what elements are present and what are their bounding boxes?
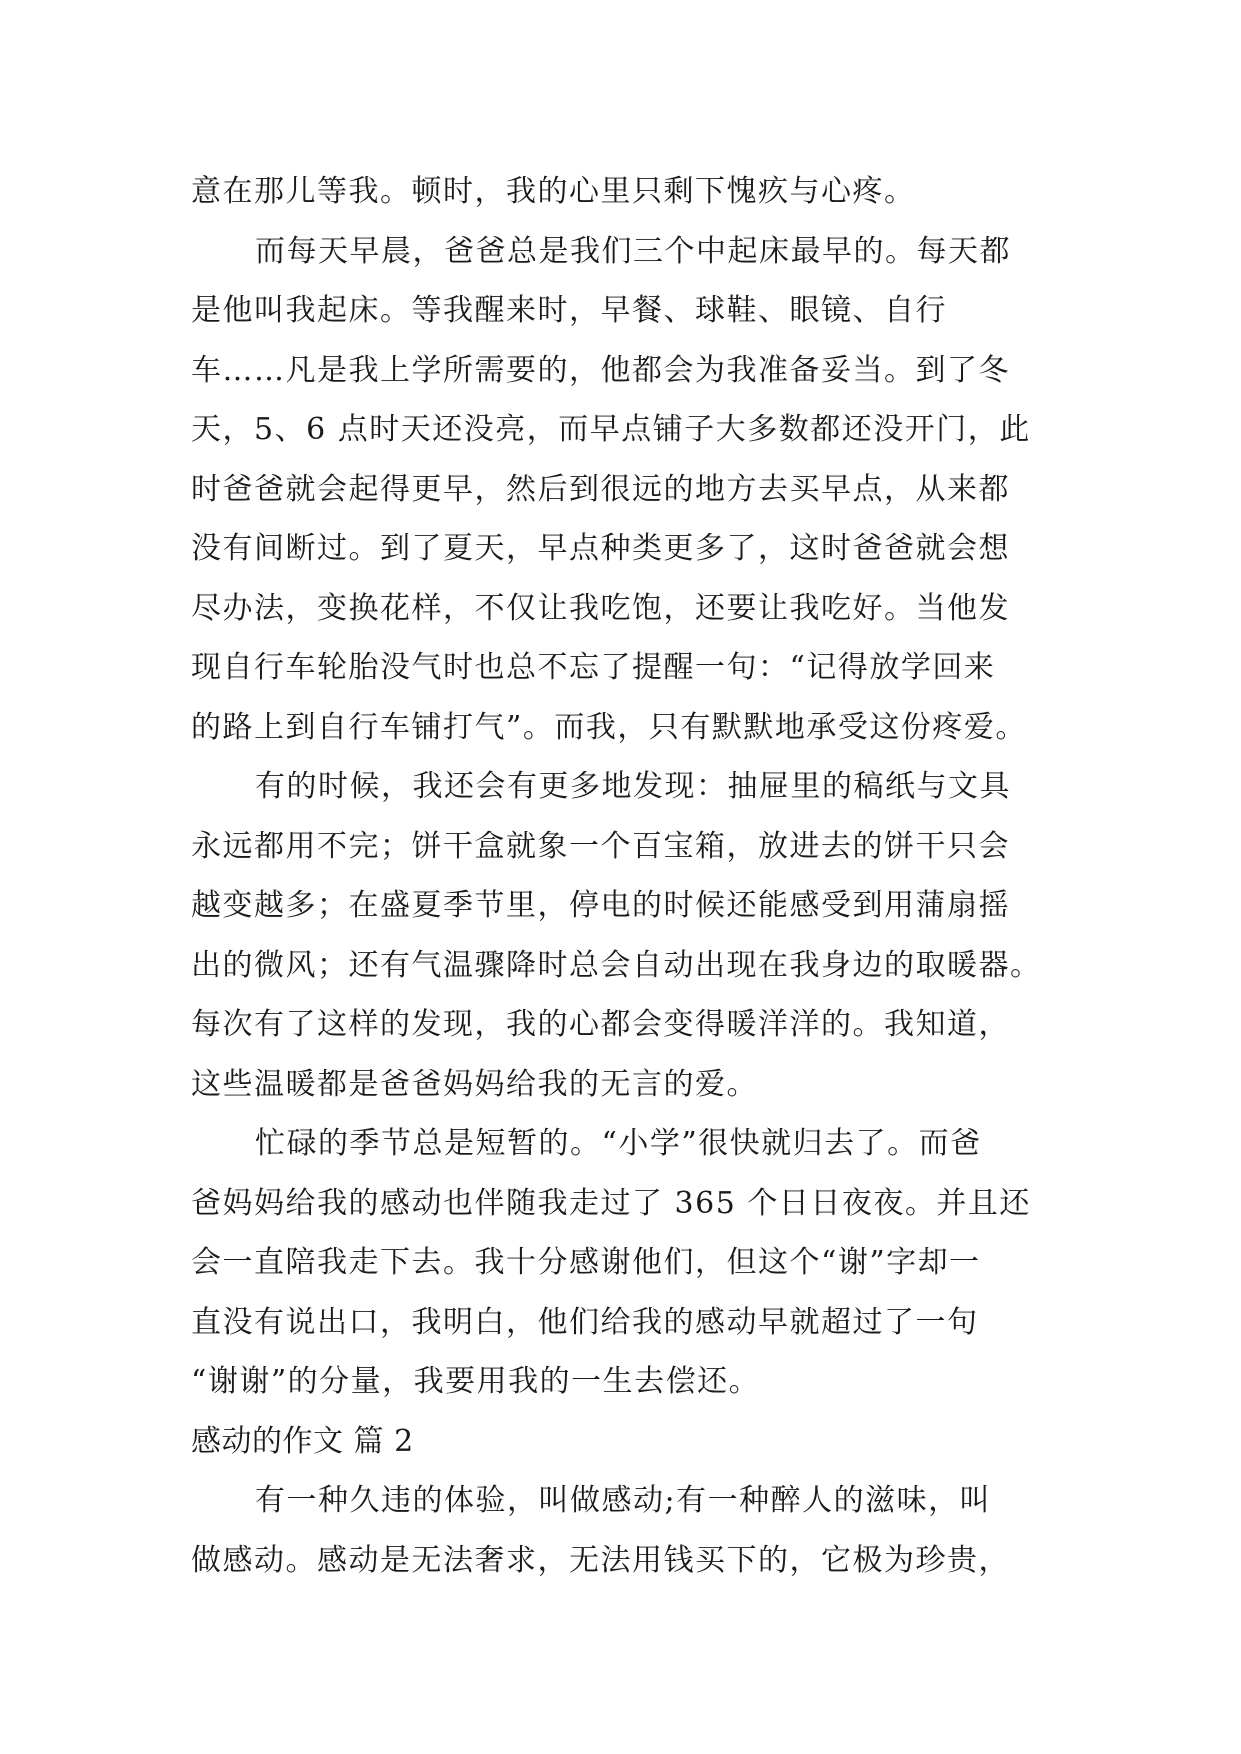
- text-line: 天，5、6 点时天还没亮，而早点铺子大多数都还没开门，此: [191, 412, 1031, 447]
- text-line: 是他叫我起床。等我醒来时，早餐、球鞋、眼镜、自行: [191, 293, 947, 328]
- text-line: 的路上到自行车铺打气”。而我，只有默默地承受这份疼爱。: [191, 709, 1027, 745]
- text-line: “谢谢”的分量，我要用我的一生去偿还。: [191, 1364, 761, 1399]
- essay-body: [191, 162, 1061, 1590]
- text-line: 每次有了这样的发现，我的心都会变得暖洋洋的。我知道，: [191, 1007, 1010, 1042]
- paragraph-start-line: 而每天早晨，爸爸总是我们三个中起床最早的。每天都: [255, 233, 1011, 269]
- text-line: 爸妈妈给我的感动也伴随我走过了 365 个日日夜夜。并且还: [191, 1185, 1031, 1221]
- text-line: 车……凡是我上学所需要的，他都会为我准备妥当。到了冬: [191, 352, 1010, 388]
- text-line: 做感动。感动是无法奢求，无法用钱买下的，它极为珍贵，: [191, 1542, 1010, 1578]
- text-line: 时爸爸就会起得更早，然后到很远的地方去买早点，从来都: [191, 471, 1010, 507]
- paragraph-start-line: 忙碌的季节总是短暂的。“小学”很快就归去了。而爸: [255, 1126, 982, 1161]
- paragraph-start-line: 有的时候，我还会有更多地发现：抽屉里的稿纸与文具: [255, 769, 1011, 804]
- text-line: 会一直陪我走下去。我十分感谢他们，但这个“谢”字却一: [191, 1245, 981, 1280]
- text-line: 意在那儿等我。顿时，我的心里只剩下愧疚与心疼。: [191, 174, 916, 209]
- text-line: 尽办法，变换花样，不仅让我吃饱，还要让我吃好。当他发: [191, 590, 1010, 626]
- paragraph-start-line: 有一种久违的体验，叫做感动;有一种醉人的滋味，叫: [255, 1483, 992, 1518]
- text-line: 没有间断过。到了夏天，早点种类更多了，这时爸爸就会想: [191, 531, 1010, 566]
- text-line: 现自行车轮胎没气时也总不忘了提醒一句：“记得放学回来: [191, 650, 996, 685]
- text-line: 出的微风；还有气温骤降时总会自动出现在我身边的取暖器。: [191, 947, 1042, 983]
- text-line: 直没有说出口，我明白，他们给我的感动早就超过了一句: [191, 1304, 979, 1340]
- text-line: 永远都用不完；饼干盒就象一个百宝箱，放进去的饼干只会: [191, 828, 1010, 864]
- text-line: 这些温暖都是爸爸妈妈给我的无言的爱。: [191, 1066, 758, 1102]
- section-heading: 感动的作文 篇 2: [191, 1423, 414, 1459]
- text-line: 越变越多；在盛夏季节里，停电的时候还能感受到用蒲扇摇: [191, 888, 1010, 923]
